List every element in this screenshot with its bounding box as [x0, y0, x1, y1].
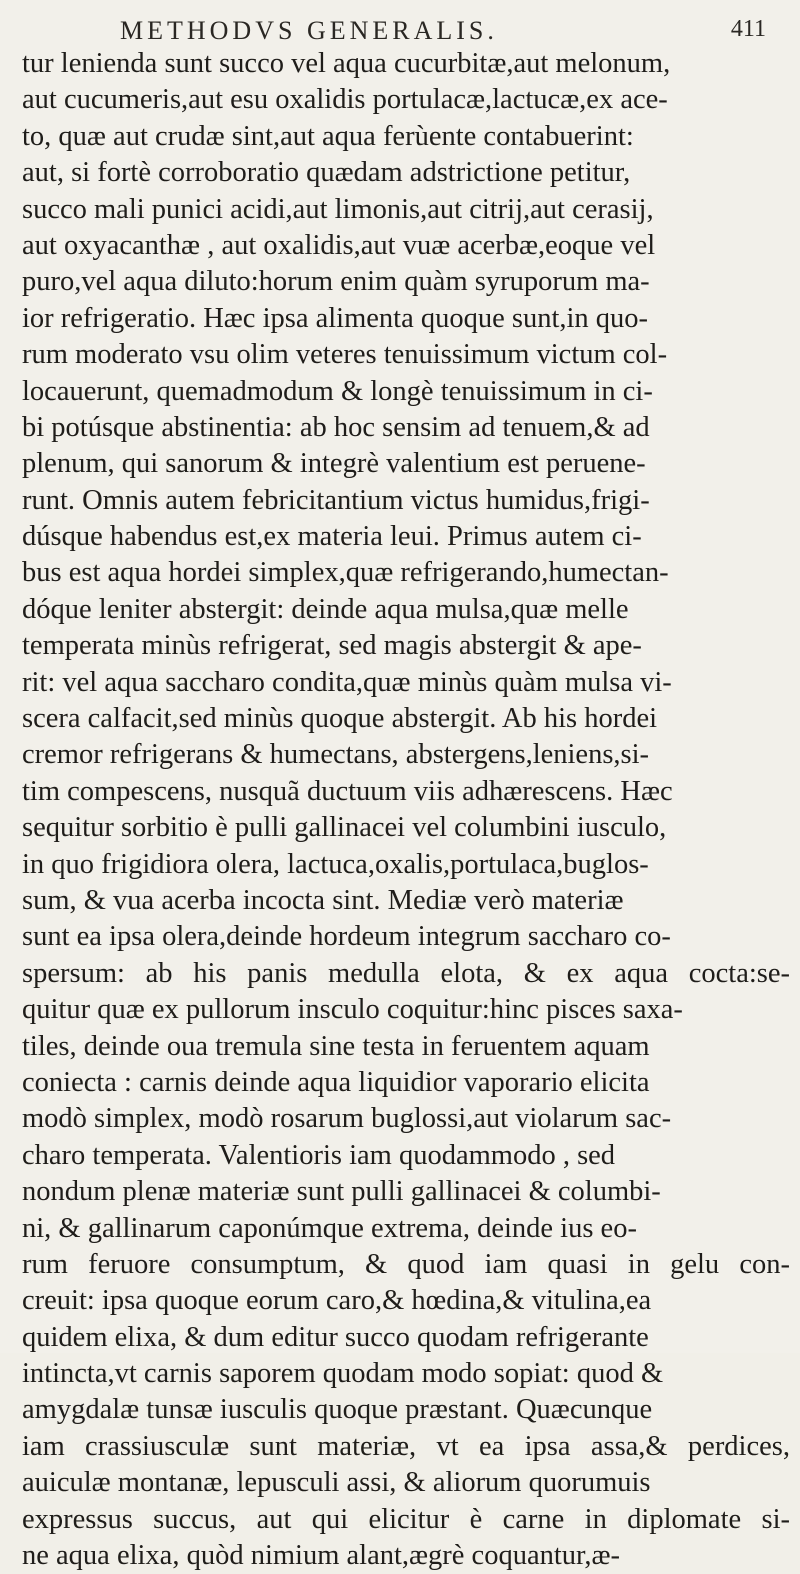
text-line: quitur quæ ex pullorum insculo coquitur:hinc pisces saxa- — [22, 994, 683, 1026]
text-line: nondum plenæ materiæ sunt pulli gallinacei & columbi- — [22, 1176, 661, 1208]
text-line: temperata minùs refrigerat, sed magis abstergit & ape- — [22, 630, 642, 662]
text-line: ne aqua elixa, quòd nimium alant,ægrè coquantur,æ- — [22, 1540, 620, 1572]
text-line: runt. Omnis autem febricitantium victus humidus,frigi- — [22, 484, 650, 516]
page-number: 411 — [730, 16, 766, 42]
text-line: aut cucumeris,aut esu oxalidis portulacæ,lactucæ,ex ace- — [22, 84, 668, 116]
text-line: sequitur sorbitio è pulli gallinacei vel columbini iusculo, — [22, 812, 667, 844]
running-head — [0, 10, 800, 50]
text-line: sunt ea ipsa olera,deinde hordeum integrum saccharo co- — [22, 921, 671, 953]
text-line: scera calfacit,sed minùs quoque abstergit. Ab his hordei — [22, 703, 658, 735]
text-line: spersum: ab his panis medulla elota, & ex aqua cocta:se- — [22, 957, 790, 989]
text-line: modò simplex, modò rosarum buglossi,aut violarum sac- — [22, 1103, 672, 1135]
text-line: aut, si fortè corroboratio quædam adstrictione petitur, — [22, 157, 631, 189]
text-line: quidem elixa, & dum editur succo quodam refrigerante — [22, 1321, 649, 1353]
text-line: bus est aqua hordei simplex,quæ refrigerando,humectan- — [22, 557, 669, 589]
text-line: tiles, deinde oua tremula sine testa in feruentem aquam — [22, 1030, 650, 1062]
text-line: plenum, qui sanorum & integrè valentium est peruene- — [22, 448, 646, 480]
text-line: sum, & vua acerba incocta sint. Mediæ verò materiæ — [22, 884, 624, 916]
text-line: creuit: ipsa quoque eorum caro,& hœdina,& vitulina,ea — [22, 1285, 652, 1317]
text-line: charo temperata. Valentioris iam quodammodo , sed — [22, 1139, 616, 1171]
text-line: iam crassiusculæ sunt materiæ, vt ea ipsa assa,& perdices, — [22, 1430, 790, 1462]
text-line: tur lenienda sunt succo vel aqua cucurbitæ,aut melonum, — [22, 48, 671, 79]
text-line: rit: vel aqua saccharo condita,quæ minùs quàm mulsa vi- — [22, 666, 672, 698]
text-line: cremor refrigerans & humectans, abstergens,leniens,si- — [22, 739, 650, 771]
text-line: aut oxyacanthæ , aut oxalidis,aut vuæ acerbæ,eoque vel — [22, 229, 656, 261]
body-text — [22, 46, 790, 1574]
text-line: auiculæ montanæ, lepusculi assi, & aliorum quorumuis — [22, 1467, 651, 1499]
text-line: bi potúsque abstinentia: ab hoc sensim ad tenuem,& ad — [22, 411, 650, 443]
text-line: dóque leniter abstergit: deinde aqua mulsa,quæ melle — [22, 593, 629, 625]
text-line: rum moderato vsu olim veteres tenuissimum victum col- — [22, 339, 668, 371]
text-line: amygdalæ tunsæ iusculis quoque præstant. Quæcunque — [22, 1394, 653, 1426]
text-line: coniecta : carnis deinde aqua liquidior vaporario elicita — [22, 1066, 650, 1098]
text-line: expressus succus, aut qui elicitur è carne in diplomate si- — [22, 1503, 790, 1535]
text-line: locauerunt, quemadmodum & longè tenuissimum in ci- — [22, 375, 653, 407]
text-line: in quo frigidiora olera, lactuca,oxalis,portulaca,buglos- — [22, 848, 649, 880]
text-line: puro,vel aqua diluto:horum enim quàm syruporum ma- — [22, 266, 650, 298]
text-line: rum feruore consumptum, & quod iam quasi in gelu con- — [22, 1248, 790, 1280]
text-line: tim compescens, nusquã ductuum viis adhærescens. Hæc — [22, 775, 673, 807]
running-title: METHODVS GENERALIS. — [120, 16, 498, 45]
text-line: succo mali punici acidi,aut limonis,aut citrij,aut cerasij, — [22, 193, 654, 225]
text-line: dúsque habendus est,ex materia leui. Primus autem ci- — [22, 521, 642, 553]
text-line: intincta,vt carnis saporem quodam modo sopiat: quod & — [22, 1358, 664, 1390]
text-line: ior refrigeratio. Hæc ipsa alimenta quoque sunt,in quo- — [22, 302, 649, 334]
text-line: to, quæ aut crudæ sint,aut aqua ferùente contabuerint: — [22, 120, 634, 152]
text-line: ni, & gallinarum caponúmque extrema, deinde ius eo- — [22, 1212, 637, 1244]
